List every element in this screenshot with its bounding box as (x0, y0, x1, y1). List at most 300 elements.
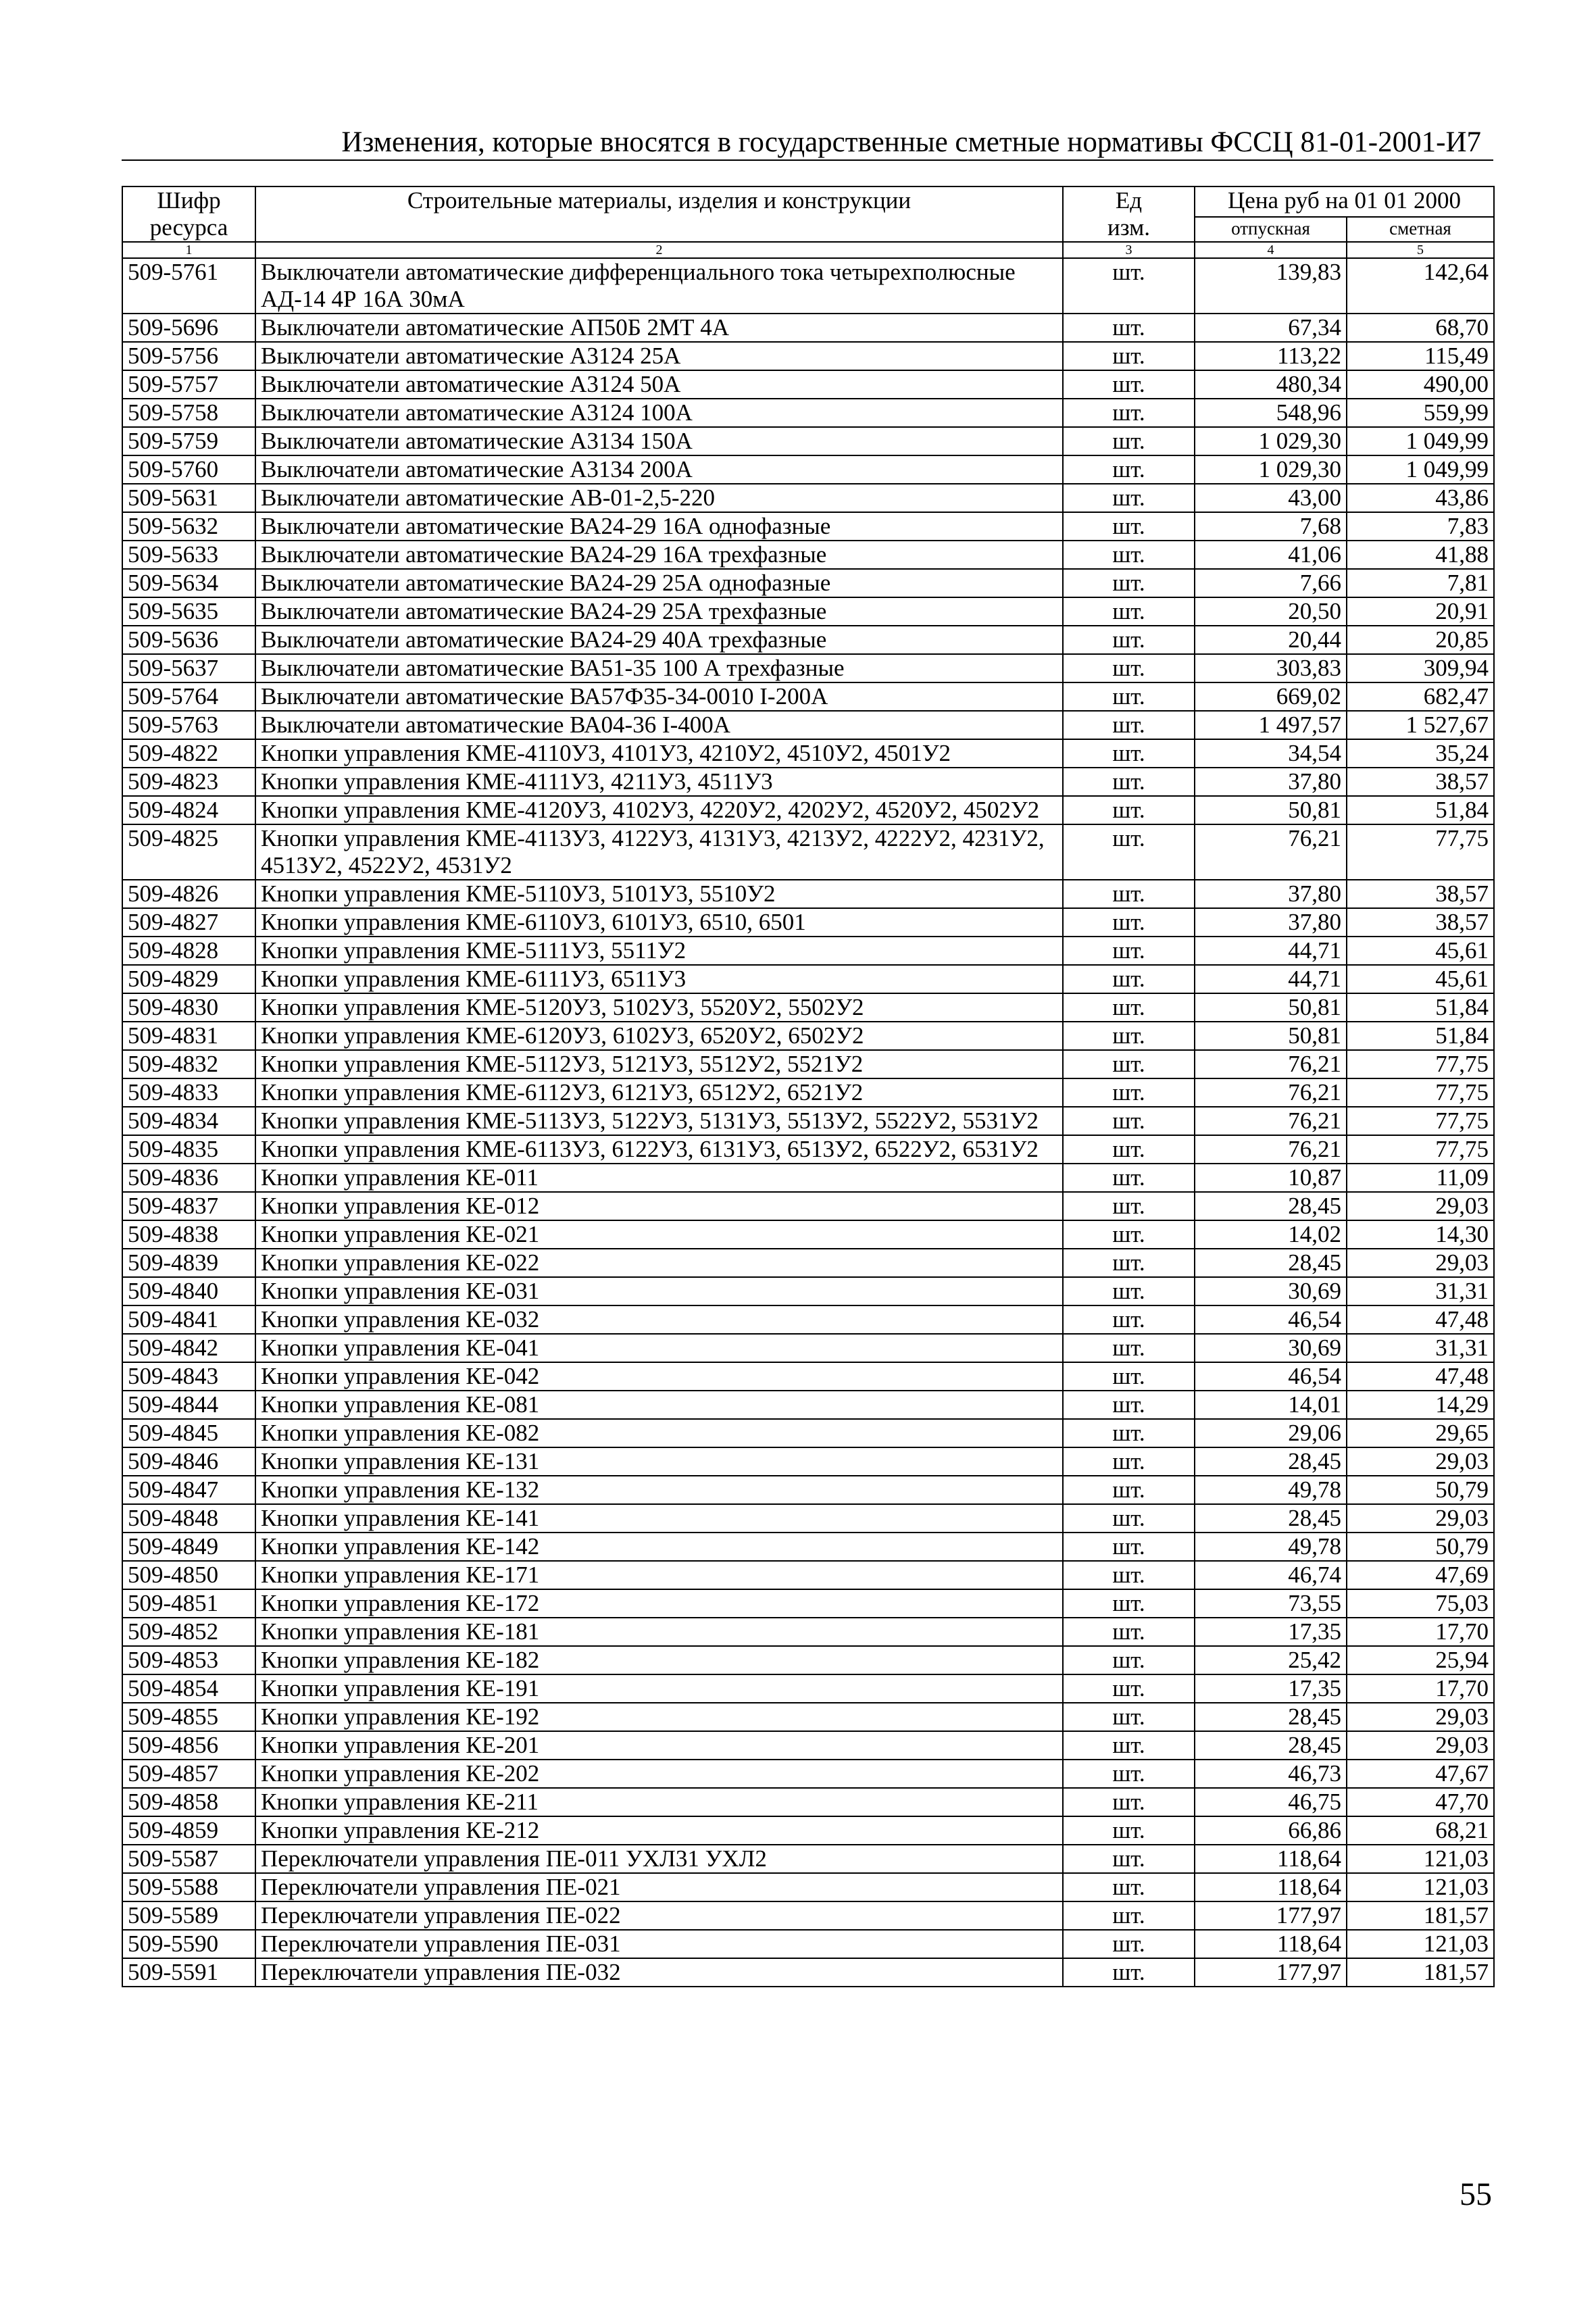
release-price-cell: 1 497,57 (1195, 711, 1347, 739)
estimate-price-cell: 1 049,99 (1347, 427, 1494, 455)
table-row (122, 1674, 1494, 1703)
material-name-cell: Кнопки управления КЕ-021 (255, 1220, 1063, 1249)
unit-cell: шт. (1063, 512, 1195, 541)
resource-code-cell: 509-4834 (122, 1107, 255, 1135)
price-table (122, 186, 1495, 1987)
table-row (122, 1135, 1494, 1164)
header-title: Изменения, которые вносятся в государственные сметные нормативы ФССЦ 81-01-2001-И7 (341, 126, 1481, 158)
resource-code-cell: 509-4854 (122, 1674, 255, 1703)
table-row (122, 342, 1494, 370)
resource-code-cell: 509-4830 (122, 993, 255, 1022)
resource-code-cell: 509-4848 (122, 1504, 255, 1533)
table-row (122, 258, 1494, 314)
release-price-cell: 118,64 (1195, 1930, 1347, 1958)
resource-code-cell: 509-4837 (122, 1192, 255, 1220)
unit-cell: шт. (1063, 1277, 1195, 1305)
release-price-cell: 7,68 (1195, 512, 1347, 541)
unit-cell: шт. (1063, 626, 1195, 654)
unit-cell: шт. (1063, 1873, 1195, 1901)
table-row (122, 314, 1494, 342)
unit-cell: шт. (1063, 342, 1195, 370)
material-name-cell: Кнопки управления КЕ-201 (255, 1731, 1063, 1760)
unit-cell: шт. (1063, 1419, 1195, 1447)
estimate-price-cell: 25,94 (1347, 1646, 1494, 1674)
estimate-price-cell: 51,84 (1347, 993, 1494, 1022)
material-name-cell: Кнопки управления КЕ-171 (255, 1561, 1063, 1589)
release-price-header: отпускная (1195, 217, 1347, 242)
estimate-price-cell: 77,75 (1347, 1078, 1494, 1107)
material-name-cell: Кнопки управления КЕ-042 (255, 1362, 1063, 1391)
estimate-price-cell: 7,81 (1347, 569, 1494, 597)
resource-code-cell: 509-4855 (122, 1703, 255, 1731)
estimate-price-cell: 29,03 (1347, 1504, 1494, 1533)
table-row (122, 1760, 1494, 1788)
resource-code-cell: 509-4843 (122, 1362, 255, 1391)
materials-header: Строительные материалы, изделия и конструкции (255, 186, 1063, 242)
release-price-cell: 76,21 (1195, 824, 1347, 880)
material-name-cell: Кнопки управления КЕ-012 (255, 1192, 1063, 1220)
resource-code-cell: 509-5764 (122, 682, 255, 711)
estimate-price-cell: 20,91 (1347, 597, 1494, 626)
page-number: 55 (1460, 2176, 1492, 2212)
estimate-price-cell: 121,03 (1347, 1873, 1494, 1901)
material-name-cell: Переключатели управления ПЕ-021 (255, 1873, 1063, 1901)
table-row (122, 937, 1494, 965)
estimate-price-cell: 38,57 (1347, 768, 1494, 796)
material-name-cell: Кнопки управления КМЕ-5112У3, 5121У3, 5512У2, 5521У2 (255, 1050, 1063, 1078)
release-price-cell: 1 029,30 (1195, 427, 1347, 455)
table-row (122, 1930, 1494, 1958)
resource-code-cell: 509-5632 (122, 512, 255, 541)
material-name-cell: Выключатели автоматические АП50Б 2МТ 4А (255, 314, 1063, 342)
material-name-cell: Кнопки управления КМЕ-5120У3, 5102У3, 5520У2, 5502У2 (255, 993, 1063, 1022)
release-price-cell: 17,35 (1195, 1674, 1347, 1703)
table-row (122, 427, 1494, 455)
unit-cell: шт. (1063, 569, 1195, 597)
release-price-cell: 50,81 (1195, 993, 1347, 1022)
table-row (122, 1305, 1494, 1334)
estimate-price-cell: 77,75 (1347, 1050, 1494, 1078)
resource-code-cell: 509-5634 (122, 569, 255, 597)
unit-cell: шт. (1063, 1164, 1195, 1192)
release-price-cell: 17,35 (1195, 1618, 1347, 1646)
unit-cell: шт. (1063, 880, 1195, 908)
estimate-price-cell: 29,03 (1347, 1447, 1494, 1476)
material-name-cell: Кнопки управления КЕ-192 (255, 1703, 1063, 1731)
release-price-cell: 177,97 (1195, 1958, 1347, 1987)
resource-code-cell: 509-4859 (122, 1816, 255, 1845)
material-name-cell: Переключатели управления ПЕ-032 (255, 1958, 1063, 1987)
unit-cell: шт. (1063, 993, 1195, 1022)
release-price-cell: 177,97 (1195, 1901, 1347, 1930)
resource-code-cell: 509-4844 (122, 1391, 255, 1419)
material-name-cell: Кнопки управления КЕ-041 (255, 1334, 1063, 1362)
material-name-cell: Выключатели автоматические ВА04-36 I-400А (255, 711, 1063, 739)
table-row (122, 1901, 1494, 1930)
release-price-cell: 49,78 (1195, 1476, 1347, 1504)
estimate-price-cell: 309,94 (1347, 654, 1494, 682)
table-row (122, 1958, 1494, 1987)
material-name-cell: Кнопки управления КЕ-202 (255, 1760, 1063, 1788)
resource-code-cell: 509-5588 (122, 1873, 255, 1901)
release-price-cell: 49,78 (1195, 1533, 1347, 1561)
unit-cell: шт. (1063, 1958, 1195, 1987)
release-price-cell: 28,45 (1195, 1447, 1347, 1476)
resource-code-header-line1: Шифр (157, 187, 221, 214)
table-row (122, 1561, 1494, 1589)
release-price-cell: 76,21 (1195, 1107, 1347, 1135)
unit-header (1063, 186, 1195, 242)
column-number: 1 (122, 242, 255, 258)
table-row (122, 880, 1494, 908)
table-row (122, 1873, 1494, 1901)
resource-code-header-line2: ресурса (149, 214, 228, 241)
release-price-cell: 44,71 (1195, 937, 1347, 965)
release-price-cell: 30,69 (1195, 1277, 1347, 1305)
resource-code-cell: 509-5761 (122, 258, 255, 314)
table-row (122, 1107, 1494, 1135)
resource-code-cell: 509-4846 (122, 1447, 255, 1476)
unit-cell: шт. (1063, 1589, 1195, 1618)
estimate-price-cell: 29,03 (1347, 1249, 1494, 1277)
estimate-price-cell: 47,48 (1347, 1305, 1494, 1334)
unit-cell: шт. (1063, 1022, 1195, 1050)
unit-cell: шт. (1063, 1391, 1195, 1419)
estimate-price-cell: 47,70 (1347, 1788, 1494, 1816)
resource-code-cell: 509-4824 (122, 796, 255, 824)
estimate-price-cell: 682,47 (1347, 682, 1494, 711)
unit-cell: шт. (1063, 1930, 1195, 1958)
unit-cell: шт. (1063, 597, 1195, 626)
release-price-cell: 480,34 (1195, 370, 1347, 399)
unit-cell: шт. (1063, 1135, 1195, 1164)
material-name-cell: Кнопки управления КЕ-182 (255, 1646, 1063, 1674)
material-name-cell: Кнопки управления КЕ-172 (255, 1589, 1063, 1618)
release-price-cell: 139,83 (1195, 258, 1347, 314)
material-name-cell: Кнопки управления КЕ-191 (255, 1674, 1063, 1703)
material-name-cell: Кнопки управления КМЕ-4120У3, 4102У3, 4220У2, 4202У2, 4520У2, 4502У2 (255, 796, 1063, 824)
estimate-price-cell: 17,70 (1347, 1618, 1494, 1646)
unit-cell: шт. (1063, 768, 1195, 796)
table-row (122, 455, 1494, 484)
release-price-cell: 76,21 (1195, 1078, 1347, 1107)
release-price-cell: 46,75 (1195, 1788, 1347, 1816)
estimate-price-cell: 181,57 (1347, 1901, 1494, 1930)
material-name-cell: Кнопки управления КМЕ-5113У3, 5122У3, 5131У3, 5513У2, 5522У2, 5531У2 (255, 1107, 1063, 1135)
release-price-cell: 25,42 (1195, 1646, 1347, 1674)
release-price-cell: 1 029,30 (1195, 455, 1347, 484)
column-number: 3 (1063, 242, 1195, 258)
table-row (122, 1078, 1494, 1107)
unit-cell: шт. (1063, 1731, 1195, 1760)
table-row (122, 1476, 1494, 1504)
table-row (122, 1362, 1494, 1391)
estimate-price-cell: 50,79 (1347, 1533, 1494, 1561)
release-price-cell: 28,45 (1195, 1731, 1347, 1760)
estimate-price-header: сметная (1347, 217, 1494, 242)
resource-code-cell: 509-5590 (122, 1930, 255, 1958)
table-row (122, 399, 1494, 427)
estimate-price-cell: 38,57 (1347, 880, 1494, 908)
table-body (122, 258, 1494, 1987)
release-price-cell: 34,54 (1195, 739, 1347, 768)
resource-code-cell: 509-5631 (122, 484, 255, 512)
material-name-cell: Кнопки управления КЕ-031 (255, 1277, 1063, 1305)
unit-cell: шт. (1063, 314, 1195, 342)
table-row (122, 796, 1494, 824)
release-price-cell: 20,50 (1195, 597, 1347, 626)
estimate-price-cell: 142,64 (1347, 258, 1494, 314)
release-price-cell: 113,22 (1195, 342, 1347, 370)
estimate-price-cell: 29,03 (1347, 1731, 1494, 1760)
estimate-price-cell: 77,75 (1347, 1107, 1494, 1135)
unit-cell: шт. (1063, 1674, 1195, 1703)
estimate-price-cell: 1 527,67 (1347, 711, 1494, 739)
unit-cell: шт. (1063, 1760, 1195, 1788)
table-row (122, 1589, 1494, 1618)
unit-header-line2: изм. (1107, 214, 1150, 241)
estimate-price-cell: 29,65 (1347, 1419, 1494, 1447)
material-name-cell: Кнопки управления КЕ-181 (255, 1618, 1063, 1646)
material-name-cell: Кнопки управления КЕ-081 (255, 1391, 1063, 1419)
resource-code-cell: 509-4822 (122, 739, 255, 768)
release-price-cell: 46,74 (1195, 1561, 1347, 1589)
table-row (122, 626, 1494, 654)
material-name-cell: Кнопки управления КМЕ-4111У3, 4211У3, 4511У3 (255, 768, 1063, 796)
table-row (122, 1447, 1494, 1476)
unit-cell: шт. (1063, 682, 1195, 711)
resource-code-cell: 509-4829 (122, 965, 255, 993)
table-row (122, 1788, 1494, 1816)
material-name-cell: Кнопки управления КМЕ-4110У3, 4101У3, 4210У2, 4510У2, 4501У2 (255, 739, 1063, 768)
table-row (122, 1334, 1494, 1362)
unit-cell: шт. (1063, 455, 1195, 484)
table-row (122, 1703, 1494, 1731)
resource-code-cell: 509-4852 (122, 1618, 255, 1646)
release-price-cell: 44,71 (1195, 965, 1347, 993)
unit-cell: шт. (1063, 1816, 1195, 1845)
resource-code-cell: 509-5635 (122, 597, 255, 626)
release-price-cell: 46,54 (1195, 1362, 1347, 1391)
release-price-cell: 46,73 (1195, 1760, 1347, 1788)
table-row (122, 484, 1494, 512)
material-name-cell: Выключатели автоматические А3134 150А (255, 427, 1063, 455)
unit-cell: шт. (1063, 654, 1195, 682)
resource-code-cell: 509-5589 (122, 1901, 255, 1930)
resource-code-cell: 509-5763 (122, 711, 255, 739)
material-name-cell: Кнопки управления КМЕ-6112У3, 6121У3, 6512У2, 6521У2 (255, 1078, 1063, 1107)
unit-cell: шт. (1063, 739, 1195, 768)
estimate-price-cell: 31,31 (1347, 1277, 1494, 1305)
table-row (122, 739, 1494, 768)
material-name-cell: Кнопки управления КМЕ-6120У3, 6102У3, 6520У2, 6502У2 (255, 1022, 1063, 1050)
estimate-price-cell: 11,09 (1347, 1164, 1494, 1192)
material-name-cell: Переключатели управления ПЕ-011 УХЛ31 УХЛ2 (255, 1845, 1063, 1873)
material-name-cell: Переключатели управления ПЕ-031 (255, 1930, 1063, 1958)
release-price-cell: 67,34 (1195, 314, 1347, 342)
estimate-price-cell: 490,00 (1347, 370, 1494, 399)
table-row (122, 1731, 1494, 1760)
release-price-cell: 37,80 (1195, 880, 1347, 908)
unit-cell: шт. (1063, 484, 1195, 512)
release-price-cell: 76,21 (1195, 1050, 1347, 1078)
unit-cell: шт. (1063, 1646, 1195, 1674)
material-name-cell: Выключатели автоматические ВА24-29 25А однофазные (255, 569, 1063, 597)
material-name-cell: Кнопки управления КМЕ-5111У3, 5511У2 (255, 937, 1063, 965)
unit-cell: шт. (1063, 1249, 1195, 1277)
material-name-cell: Выключатели автоматические А3134 200А (255, 455, 1063, 484)
estimate-price-cell: 14,29 (1347, 1391, 1494, 1419)
resource-code-cell: 509-4827 (122, 908, 255, 937)
unit-cell: шт. (1063, 1050, 1195, 1078)
estimate-price-cell: 75,03 (1347, 1589, 1494, 1618)
material-name-cell: Кнопки управления КЕ-142 (255, 1533, 1063, 1561)
release-price-cell: 303,83 (1195, 654, 1347, 682)
unit-cell: шт. (1063, 1533, 1195, 1561)
estimate-price-cell: 38,57 (1347, 908, 1494, 937)
unit-cell: шт. (1063, 796, 1195, 824)
release-price-cell: 10,87 (1195, 1164, 1347, 1192)
resource-code-cell: 509-4857 (122, 1760, 255, 1788)
release-price-cell: 43,00 (1195, 484, 1347, 512)
unit-cell: шт. (1063, 370, 1195, 399)
resource-code-cell: 509-4856 (122, 1731, 255, 1760)
column-number: 4 (1195, 242, 1347, 258)
unit-cell: шт. (1063, 1703, 1195, 1731)
resource-code-cell: 509-4841 (122, 1305, 255, 1334)
estimate-price-cell: 7,83 (1347, 512, 1494, 541)
release-price-cell: 50,81 (1195, 1022, 1347, 1050)
table-row (122, 965, 1494, 993)
material-name-cell: Выключатели автоматические А3124 100А (255, 399, 1063, 427)
unit-cell: шт. (1063, 1618, 1195, 1646)
unit-cell: шт. (1063, 399, 1195, 427)
unit-cell: шт. (1063, 541, 1195, 569)
table-row (122, 1391, 1494, 1419)
release-price-cell: 30,69 (1195, 1334, 1347, 1362)
table-row (122, 1277, 1494, 1305)
resource-code-cell: 509-4825 (122, 824, 255, 880)
estimate-price-cell: 181,57 (1347, 1958, 1494, 1987)
resource-code-cell: 509-5760 (122, 455, 255, 484)
estimate-price-cell: 14,30 (1347, 1220, 1494, 1249)
release-price-cell: 28,45 (1195, 1703, 1347, 1731)
material-name-cell: Кнопки управления КМЕ-5110У3, 5101У3, 5510У2 (255, 880, 1063, 908)
resource-code-cell: 509-4858 (122, 1788, 255, 1816)
unit-header-line1: Ед (1115, 187, 1143, 214)
resource-code-cell: 509-5758 (122, 399, 255, 427)
estimate-price-cell: 559,99 (1347, 399, 1494, 427)
resource-code-cell: 509-4823 (122, 768, 255, 796)
resource-code-cell: 509-5756 (122, 342, 255, 370)
estimate-price-cell: 51,84 (1347, 796, 1494, 824)
table-row (122, 1192, 1494, 1220)
release-price-cell: 76,21 (1195, 1135, 1347, 1164)
price-header: Цена руб на 01 01 2000 (1195, 186, 1494, 217)
unit-cell: шт. (1063, 1561, 1195, 1589)
resource-code-cell: 509-4826 (122, 880, 255, 908)
material-name-cell: Выключатели автоматические ВА24-29 16А однофазные (255, 512, 1063, 541)
table-row (122, 512, 1494, 541)
material-name-cell: Выключатели автоматические дифференциального тока четырехполюсные АД-14 4Р 16А 30мА (255, 258, 1063, 314)
release-price-cell: 66,86 (1195, 1816, 1347, 1845)
resource-code-cell: 509-5591 (122, 1958, 255, 1987)
table-row (122, 1220, 1494, 1249)
estimate-price-cell: 77,75 (1347, 1135, 1494, 1164)
material-name-cell: Кнопки управления КЕ-082 (255, 1419, 1063, 1447)
material-name-cell: Выключатели автоматические АВ-01-2,5-220 (255, 484, 1063, 512)
estimate-price-cell: 29,03 (1347, 1192, 1494, 1220)
table-row (122, 682, 1494, 711)
estimate-price-cell: 43,86 (1347, 484, 1494, 512)
release-price-cell: 50,81 (1195, 796, 1347, 824)
resource-code-cell: 509-4835 (122, 1135, 255, 1164)
resource-code-cell: 509-5587 (122, 1845, 255, 1873)
release-price-cell: 669,02 (1195, 682, 1347, 711)
resource-code-cell: 509-4828 (122, 937, 255, 965)
estimate-price-cell: 121,03 (1347, 1930, 1494, 1958)
release-price-cell: 28,45 (1195, 1504, 1347, 1533)
table-row (122, 1533, 1494, 1561)
unit-cell: шт. (1063, 1305, 1195, 1334)
material-name-cell: Кнопки управления КЕ-212 (255, 1816, 1063, 1845)
material-name-cell: Кнопки управления КЕ-132 (255, 1476, 1063, 1504)
estimate-price-cell: 1 049,99 (1347, 455, 1494, 484)
estimate-price-cell: 29,03 (1347, 1703, 1494, 1731)
unit-cell: шт. (1063, 1845, 1195, 1873)
table-row (122, 711, 1494, 739)
table-row (122, 993, 1494, 1022)
resource-code-cell: 509-4840 (122, 1277, 255, 1305)
unit-cell: шт. (1063, 908, 1195, 937)
estimate-price-cell: 45,61 (1347, 965, 1494, 993)
unit-cell: шт. (1063, 965, 1195, 993)
release-price-cell: 37,80 (1195, 908, 1347, 937)
table-row (122, 908, 1494, 937)
unit-cell: шт. (1063, 1362, 1195, 1391)
table-row (122, 370, 1494, 399)
estimate-price-cell: 121,03 (1347, 1845, 1494, 1873)
resource-code-cell: 509-4845 (122, 1419, 255, 1447)
estimate-price-cell: 50,79 (1347, 1476, 1494, 1504)
material-name-cell: Выключатели автоматические А3124 25А (255, 342, 1063, 370)
resource-code-cell: 509-4831 (122, 1022, 255, 1050)
table-row (122, 541, 1494, 569)
material-name-cell: Выключатели автоматические ВА57Ф35-34-0010 I-200А (255, 682, 1063, 711)
material-name-cell: Выключатели автоматические ВА24-29 40А трехфазные (255, 626, 1063, 654)
estimate-price-cell: 20,85 (1347, 626, 1494, 654)
unit-cell: шт. (1063, 1334, 1195, 1362)
material-name-cell: Кнопки управления КМЕ-6111У3, 6511У3 (255, 965, 1063, 993)
material-name-cell: Выключатели автоматические ВА24-29 16А трехфазные (255, 541, 1063, 569)
resource-code-cell: 509-4839 (122, 1249, 255, 1277)
release-price-cell: 118,64 (1195, 1845, 1347, 1873)
release-price-cell: 548,96 (1195, 399, 1347, 427)
table-header (122, 186, 1494, 258)
estimate-price-cell: 45,61 (1347, 937, 1494, 965)
table-row (122, 1845, 1494, 1873)
material-name-cell: Выключатели автоматические А3124 50А (255, 370, 1063, 399)
table-row (122, 569, 1494, 597)
release-price-cell: 29,06 (1195, 1419, 1347, 1447)
table-row (122, 654, 1494, 682)
estimate-price-cell: 17,70 (1347, 1674, 1494, 1703)
resource-code-cell: 509-4842 (122, 1334, 255, 1362)
resource-code-cell: 509-5633 (122, 541, 255, 569)
unit-cell: шт. (1063, 711, 1195, 739)
material-name-cell: Выключатели автоматические ВА51-35 100 А трехфазные (255, 654, 1063, 682)
table-row (122, 1022, 1494, 1050)
